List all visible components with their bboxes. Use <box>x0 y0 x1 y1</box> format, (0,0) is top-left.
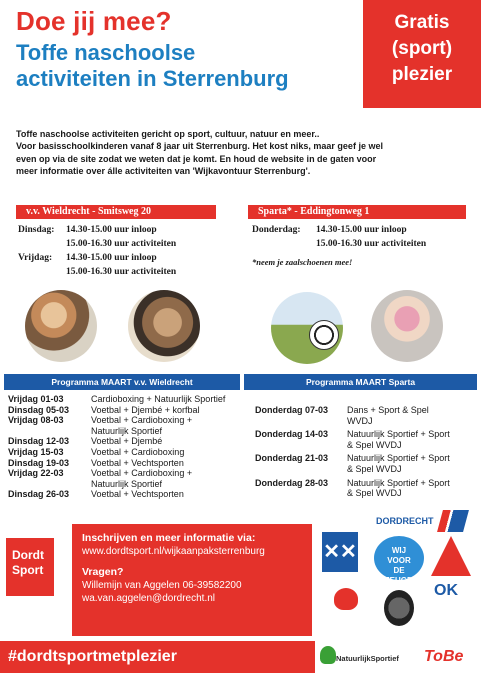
program-activity: Natuurlijk Sportief <box>91 478 163 489</box>
schedule-time: 14.30-15.00 uur inloop <box>66 225 157 235</box>
program-activity: & Spel WVDJ <box>347 463 402 474</box>
program-activity: Dans + Sport & Spel <box>347 405 429 415</box>
football-photo <box>271 292 343 364</box>
gorilla-gym-icon <box>384 590 414 626</box>
program-activity: Cardioboxing + Natuurlijk Sportief <box>91 394 226 404</box>
logo-text: VOOR <box>387 556 411 565</box>
program-day: Donderdag 28-03 <box>255 477 329 488</box>
intro-text <box>16 128 466 178</box>
questions-heading: Vragen? <box>82 566 124 578</box>
logo-text: JEUGD <box>385 576 413 585</box>
program-day: Dinsdag 19-03 <box>8 457 70 468</box>
badge-line-2: (sport) <box>391 38 453 59</box>
spacer <box>82 558 302 566</box>
program-activity: Voetbal + Cardioboxing <box>91 446 185 457</box>
schedule-time: 14.30-15.00 uur inloop <box>66 253 157 263</box>
dordrecht-mark-icon <box>437 510 469 532</box>
intro-line: meer informatie over álle activiteiten van 'Wijkavontuur Sterrenburg'. <box>16 166 311 177</box>
intro-line: Toffe naschoolse activiteiten gericht op sport, cultuur, natuur en meer.. <box>16 129 320 139</box>
schedule-day: Dinsdag: <box>18 225 55 235</box>
program-activity: & Spel WVDJ <box>347 488 402 499</box>
dordrecht-logo <box>376 510 476 538</box>
wij-voor-de-jeugd-logo <box>374 536 424 585</box>
program-row <box>8 436 244 447</box>
badge-line-3: plezier <box>391 64 453 85</box>
badge-line-1: Gratis <box>394 12 450 33</box>
program-row <box>8 468 244 489</box>
program-list-wieldrecht <box>8 394 244 500</box>
program-activity: Natuurlijk Sportief + Sport <box>347 453 450 464</box>
schedule-time: 15.00-16.30 uur activiteiten <box>66 267 177 277</box>
program-row <box>8 415 244 436</box>
program-row <box>8 405 244 416</box>
logo-text: DE <box>393 566 405 575</box>
schedule-day: Vrijdag: <box>18 253 53 263</box>
football-icon <box>309 320 339 350</box>
program-day: Dinsdag 12-03 <box>8 436 70 447</box>
intro-line: even op via de site zodat we weten dat je komt. En houd de website in de gaten voor <box>16 153 377 164</box>
program-activity: WVDJ <box>347 415 373 426</box>
info-box <box>72 524 312 636</box>
schedule-row <box>252 223 472 237</box>
info-url-link[interactable]: www.dordtsport.nl/wijkaanpaksterrenburg <box>82 546 265 557</box>
children-crafting-photo <box>25 290 97 362</box>
natuurlijk-sportief-logo: NatuurlijkSportief <box>336 654 399 663</box>
schedule-sparta <box>252 223 472 269</box>
program-day: Donderdag 21-03 <box>255 453 329 464</box>
schedule-time: 14.30-15.00 uur inloop <box>316 225 407 235</box>
program-activity: Voetbal + Cardioboxing + <box>91 468 193 479</box>
program-day: Donderdag 07-03 <box>255 405 329 415</box>
schedule-row <box>18 251 238 265</box>
page-subtitle <box>16 40 356 92</box>
sparta-triangle-icon <box>431 536 471 576</box>
partner-logos <box>316 510 481 680</box>
schedule-row <box>18 265 238 279</box>
logo-text: WIJ <box>391 546 407 555</box>
program-title-sparta: Programma MAART Sparta <box>244 374 477 390</box>
heart-icon <box>334 588 358 610</box>
girl-dancing-photo <box>371 290 443 362</box>
schedule-row <box>18 237 238 251</box>
children-building-blocks-photo <box>128 290 200 362</box>
dordt-sport-logo <box>6 538 68 598</box>
schedule-row <box>252 237 472 251</box>
gratis-badge <box>363 0 481 108</box>
program-row <box>8 394 244 405</box>
shoes-note: *neem je zaalschoenen mee! <box>252 257 353 267</box>
schedule-wieldrecht <box>18 223 238 279</box>
program-activity: Voetbal + Cardioboxing + <box>91 415 193 426</box>
header <box>0 0 481 122</box>
program-row <box>8 447 244 458</box>
subtitle-line-2: activiteiten in Sterrenburg <box>16 66 289 91</box>
program-day: Dinsdag 05-03 <box>8 404 70 415</box>
hashtag-bar: #dordtsportmetplezier <box>0 641 315 673</box>
schedule-row <box>18 223 238 237</box>
email-link[interactable]: wa.van.aggelen@dordrecht.nl <box>82 593 216 604</box>
program-row <box>255 429 479 450</box>
program-activity: Natuurlijk Sportief + Sport <box>347 429 450 440</box>
intro-line: Voor basisschoolkinderen vanaf 8 jaar uit Sterrenburg. Het kost niks, maar geef je wel <box>16 141 383 152</box>
program-activity: Voetbal + Vechtsporten <box>91 457 184 468</box>
logo-text: Sport <box>12 563 44 577</box>
info-heading: Inschrijven en meer informatie via: <box>82 532 256 544</box>
program-day: Vrijdag 22-03 <box>8 468 64 479</box>
frog-icon <box>320 646 336 664</box>
program-day: Donderdag 14-03 <box>255 429 329 440</box>
program-row <box>8 489 244 500</box>
korfbal-text: OK <box>434 582 458 599</box>
program-activity: & Spel WVDJ <box>347 439 402 450</box>
program-day: Vrijdag 01-03 <box>8 394 64 404</box>
program-list-sparta <box>255 405 479 502</box>
page-title: Doe jij mee? <box>16 6 172 36</box>
crosses-shield-icon: ✕✕ <box>322 532 358 572</box>
contact-line: Willemijn van Aggelen 06-39582200 <box>82 580 242 591</box>
program-row <box>255 478 479 499</box>
dordrecht-text: DORDRECHT <box>376 516 434 526</box>
program-title-wieldrecht: Programma MAART v.v. Wieldrecht <box>4 374 240 390</box>
korfbal-logo <box>434 582 470 626</box>
program-row <box>255 405 479 426</box>
location-bar-sparta: Sparta* - Eddingtonweg 1 <box>248 205 466 219</box>
tobe-logo: ToBe <box>424 648 464 665</box>
program-activity: Voetbal + Vechtsporten <box>91 489 184 500</box>
program-day: Dinsdag 26-03 <box>8 489 70 500</box>
program-activity: Natuurlijk Sportief <box>91 425 163 436</box>
program-activity: Voetbal + Djembé <box>91 436 163 447</box>
program-activity: Natuurlijk Sportief + Sport <box>347 477 450 488</box>
program-day: Vrijdag 08-03 <box>8 415 64 426</box>
schedule-time: 15.00-16.30 uur activiteiten <box>316 239 427 249</box>
program-row <box>255 453 479 474</box>
schedule-time: 15.00-16.30 uur activiteiten <box>66 239 177 249</box>
logo-text: Dordt <box>12 548 44 562</box>
subtitle-line-1: Toffe naschoolse <box>16 40 196 65</box>
schedule-day: Donderdag: <box>252 225 301 235</box>
program-row <box>8 458 244 469</box>
location-bar-wieldrecht: v.v. Wieldrecht - Smitsweg 20 <box>16 205 216 219</box>
program-activity: Voetbal + Djembé + korfbal <box>91 404 200 415</box>
program-day: Vrijdag 15-03 <box>8 446 64 457</box>
cardio-boxing-logo <box>324 588 368 628</box>
